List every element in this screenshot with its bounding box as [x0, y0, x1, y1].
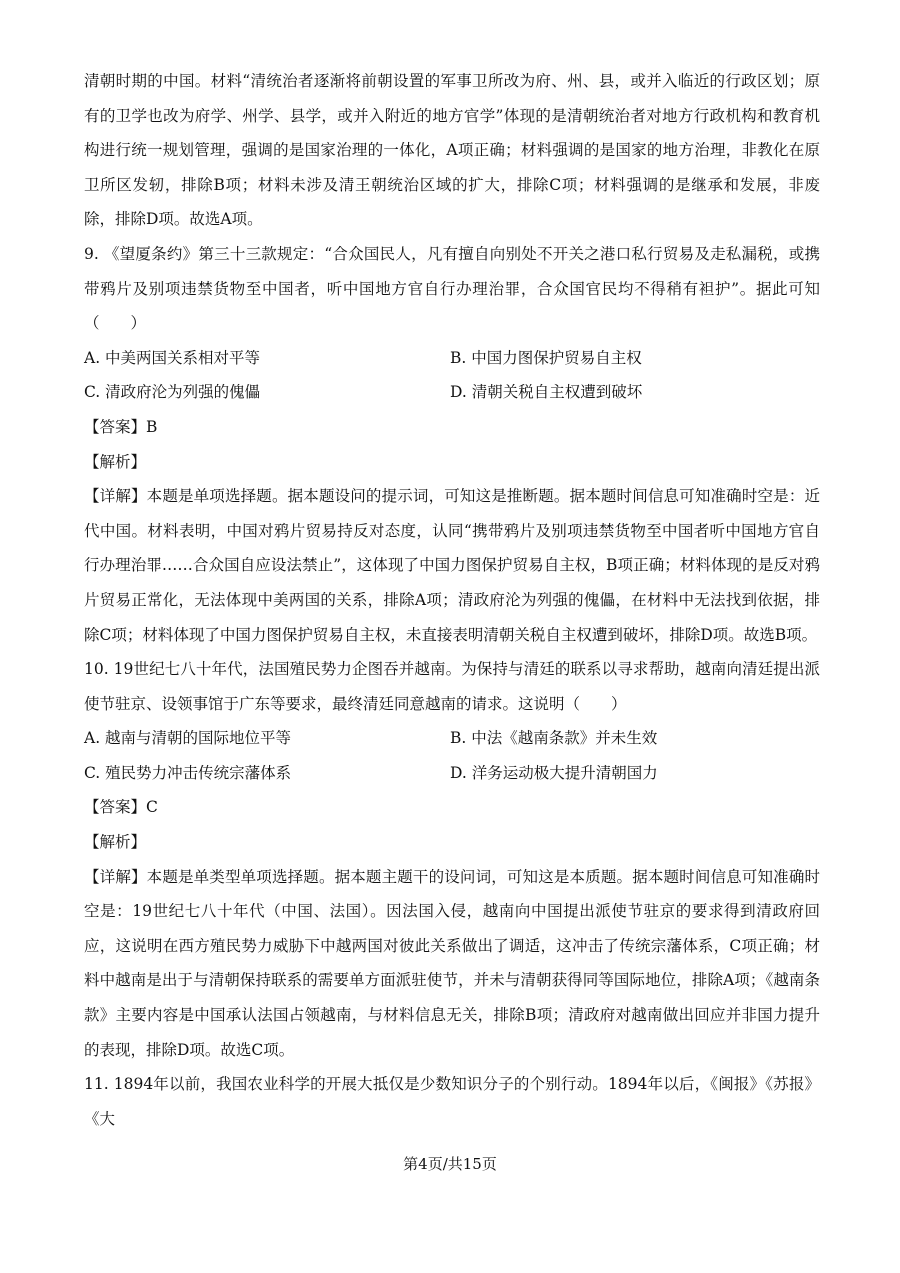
question-11: [84, 1067, 820, 1136]
option-d: D. 清朝关税自主权遭到破坏: [450, 383, 643, 402]
option-c: C. 清政府沦为列强的傀儡: [84, 383, 261, 402]
answer-label: 【答案】C: [84, 798, 158, 817]
option-a: A. 中美两国关系相对平等: [84, 348, 261, 367]
question-9-stem: 9. 《望厦条约》第三十三款规定：“合众国民人，凡有擅自向别处不开关之港口私行贸易及走私漏税，或携带鸦片及别项违禁货物至中国者，听中国地方官自行办理治罪，合众国官民均不得稍有袒护”。据此可知（ ）: [84, 244, 820, 333]
question-9: [84, 237, 820, 652]
question-10-stem: 10. 19世纪七八十年代，法国殖民势力企图吞并越南。为保持与清廷的联系以寻求帮助，越南向清廷提出派使节驻京、设领事馆于广东等要求，最终清廷同意越南的请求。这说明（ ）: [84, 660, 820, 713]
option-c: C. 殖民势力冲击传统宗藩体系: [84, 763, 292, 782]
answer-label: 【答案】B: [84, 417, 158, 436]
question-10: [84, 652, 820, 1067]
option-d: D. 洋务运动极大提升清朝国力: [450, 763, 658, 782]
option-a: A. 越南与清朝的国际地位平等: [84, 729, 292, 748]
option-b: B. 中法《越南条款》并未生效: [450, 729, 658, 748]
option-b: B. 中国力图保护贸易自主权: [450, 348, 642, 367]
question-10-detail: 【详解】本题是单类型单项选择题。据本题主题干的设问词，可知这是本质题。据本题时间信息可知准确时空是：19世纪七八十年代（中国、法国）。因法国入侵，越南向中国提出派使节驻京的要求得到清政府回应，这说明在西方殖民势力威胁下中越两国对彼此关系做出了调适，这冲击了传统宗藩体系，C项正确；材料中越南是出于与清朝保持联系的需要单方面派驻使节，并未与清朝获得同等国际地位，排除A项；《越南条款》主要内容是中国承认法国占领越南，与材料信息无关，排除B项；清政府对越南做出回应并非国力提升的表现，排除D项。故选C项。: [84, 867, 820, 1059]
question-10-options: [84, 721, 820, 790]
question-9-options: [84, 341, 820, 410]
question-9-detail: 【详解】本题是单项选择题。据本题设问的提示词，可知这是推断题。据本题时间信息可知准确时空是：近代中国。材料表明，中国对鸦片贸易持反对态度，认同“携带鸦片及别项违禁货物至中国者听中国地方官自行办理治罪……合众国自应设法禁止”，这体现了中国力图保护贸易自主权，B项正确；材料体现的是反对鸦片贸易正常化，无法体现中美两国的关系，排除A项；清政府沦为列强的傀儡，在材料中无法找到依据，排除C项；材料体现了中国力图保护贸易自主权，未直接表明清朝关税自主权遭到破坏，排除D项。故选B项。: [84, 487, 820, 644]
document-page: [84, 64, 820, 1136]
analysis-label: 【解析】: [84, 833, 147, 852]
analysis-label: 【解析】: [84, 452, 147, 471]
page-footer: 第4页/共15页: [403, 1155, 497, 1173]
previous-question-analysis: 清朝时期的中国。材料“清统治者逐渐将前朝设置的军事卫所改为府、州、县，或并入临近的行政区划；原有的卫学也改为府学、州学、县学，或并入附近的地方官学”体现的是清朝统治者对地方行政机构和教育机构进行统一规划管理，强调的是国家治理的一体化，A项正确；材料强调的是国家的地方治理，非教化在原卫所区发轫，排除B项；材料未涉及清王朝统治区域的扩大，排除C项；材料强调的是继承和发展，非废除，排除D项。故选A项。: [84, 72, 820, 229]
question-11-stem: 11. 1894年以前，我国农业科学的开展大抵仅是少数知识分子的个别行动。1894年以后，《闽报》《苏报》《大: [84, 1075, 820, 1128]
